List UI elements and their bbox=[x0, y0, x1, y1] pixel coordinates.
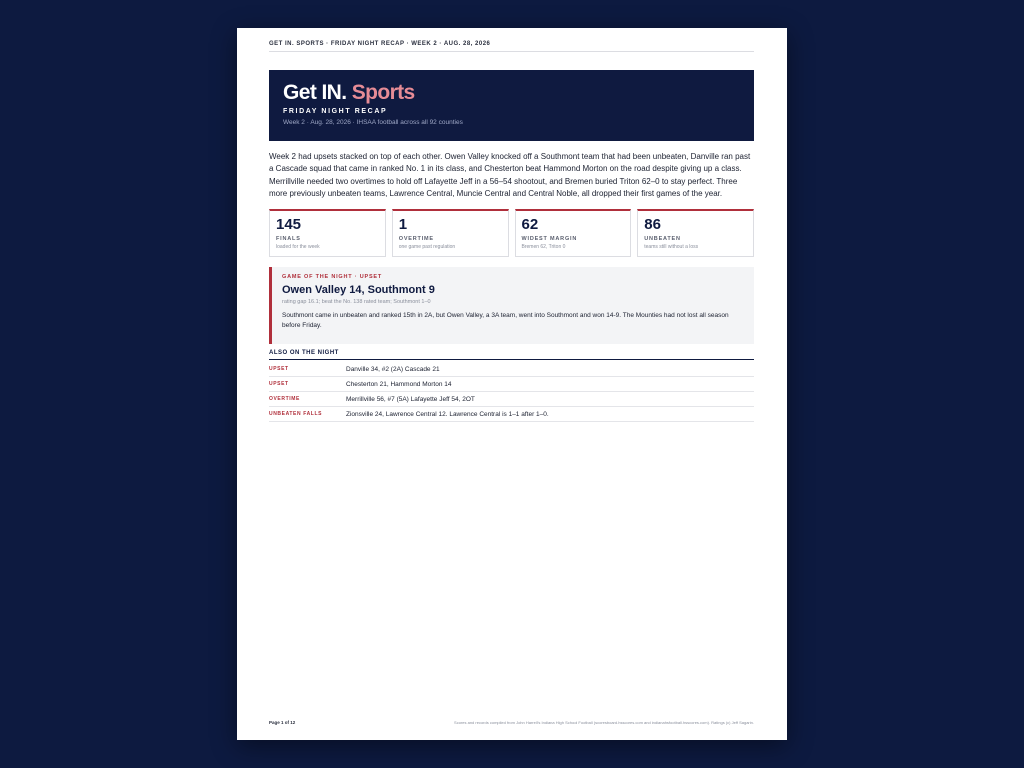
stat-note: teams still without a loss bbox=[644, 244, 699, 250]
stat-label: OVERTIME bbox=[398, 236, 434, 242]
footer-credit: Scores and records compiled from John Harrell's Indiana High School Football (scoresboard.hsscores.com and indianahsfootball.hsscores.com). Ratings (c) Jeff Sagarin. bbox=[454, 720, 754, 725]
stat-note: Bremen 62, Triton 0 bbox=[521, 244, 566, 250]
stat-card-overtime bbox=[392, 209, 509, 257]
list-item bbox=[269, 377, 754, 392]
game-of-the-night-callout bbox=[269, 267, 754, 344]
stat-card-unbeaten bbox=[637, 209, 754, 257]
also-section-heading: ALSO ON THE NIGHT bbox=[269, 350, 754, 360]
masthead-kicker: FRIDAY NIGHT RECAP bbox=[283, 108, 388, 115]
brand-accent: Sports bbox=[351, 81, 415, 104]
masthead bbox=[269, 70, 754, 141]
stat-card-finals bbox=[269, 209, 386, 257]
stat-cards bbox=[269, 209, 754, 257]
item-text: Zionsville 24, Lawrence Central 12. Lawrence Central is 1–1 after 1–0. bbox=[346, 410, 549, 418]
item-tag: UNBEATEN FALLS bbox=[269, 411, 323, 417]
stat-value: 145 bbox=[276, 216, 302, 233]
brand-logo bbox=[283, 80, 740, 105]
list-item bbox=[269, 392, 754, 407]
stat-value: 62 bbox=[521, 216, 539, 233]
item-text: Danville 34, #2 (2A) Cascade 21 bbox=[346, 365, 440, 373]
item-text: Chesterton 21, Hammond Morton 14 bbox=[346, 380, 452, 388]
running-header: GET IN. SPORTS · FRIDAY NIGHT RECAP · WEEK 2 · AUG. 28, 2026 bbox=[269, 41, 754, 52]
callout-title: Owen Valley 14, Southmont 9 bbox=[282, 284, 435, 296]
stat-note: one game past regulation bbox=[398, 244, 456, 250]
list-item bbox=[269, 362, 754, 377]
also-list bbox=[269, 362, 754, 422]
lede-paragraph: Week 2 had upsets stacked on top of each other. Owen Valley knocked off a Southmont team that had been unbeaten, Danville ran past a Cascade squad that came in ranked No. 1 in its class, and Chesterton beat Hammond Morton on the road despite giving up a class. Merrillville needed two overtimes to hold off Lafayette Jeff in a 56–54 shootout, and Bremen buried Triton 62–0 to stay perfect. Three more previously unbeaten teams, Lawrence Central, Muncie Central and Central Noble, all dropped their first games of the year. bbox=[269, 152, 751, 198]
document-page bbox=[237, 28, 787, 740]
stat-label: FINALS bbox=[276, 236, 301, 242]
callout-meta: rating gap 16.1; beat the No. 138 rated team; Southmont 1–0 bbox=[282, 299, 431, 305]
item-tag: OVERTIME bbox=[269, 396, 300, 402]
stat-value: 86 bbox=[644, 216, 661, 233]
list-item bbox=[269, 407, 754, 422]
page-number: Page 1 of 12 bbox=[269, 720, 296, 725]
item-tag: UPSET bbox=[269, 366, 289, 372]
stat-note: loaded for the week bbox=[276, 244, 320, 250]
item-text: Merrillville 56, #7 (5A) Lafayette Jeff 54, 2OT bbox=[346, 395, 475, 403]
brand-main: Get IN. bbox=[283, 81, 347, 104]
masthead-subtitle: Week 2 · Aug. 28, 2026 · IHSAA football across all 92 counties bbox=[283, 119, 463, 126]
stat-card-widest-margin bbox=[515, 209, 632, 257]
page-footer bbox=[269, 720, 754, 725]
stat-label: UNBEATEN bbox=[644, 236, 681, 242]
callout-body: Southmont came in unbeaten and ranked 15th in 2A, but Owen Valley, a 3A team, went into Southmont and won 14-9. The Mounties had not lost all season before Friday. bbox=[282, 312, 729, 329]
callout-kicker: GAME OF THE NIGHT · UPSET bbox=[282, 274, 383, 280]
stat-value: 1 bbox=[398, 216, 408, 233]
item-tag: UPSET bbox=[269, 381, 289, 387]
stat-label: WIDEST MARGIN bbox=[521, 236, 578, 242]
